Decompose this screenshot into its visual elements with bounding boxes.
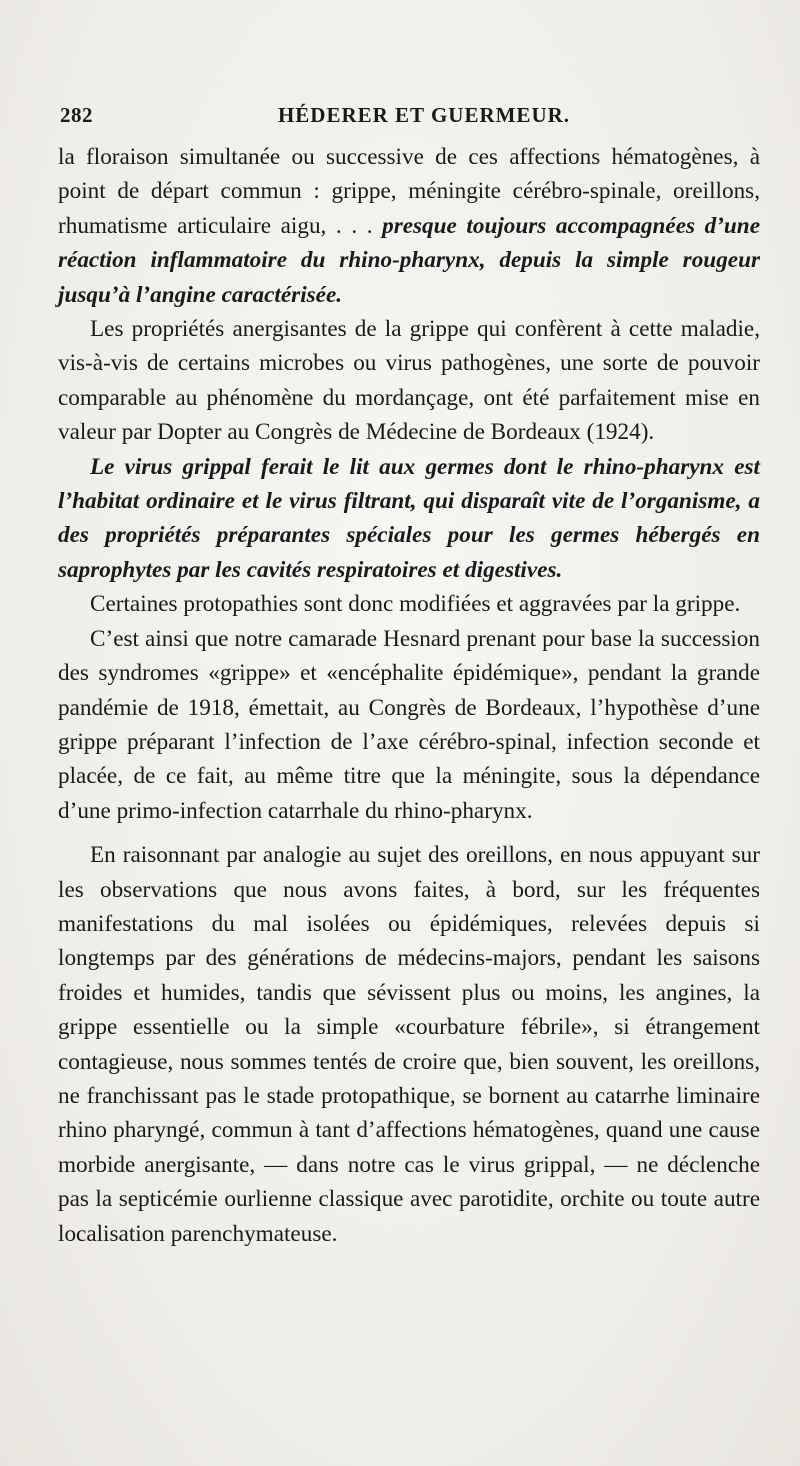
paragraph-4-text: Certaines protopathies sont donc modifiées et aggravées par la grippe.	[90, 591, 741, 618]
paragraph-1-italic-text: presque toujours accompagnées d’une réaction inflammatoire du rhino-pharynx, depuis la simple rougeur jusqu’à l’angine caractérisée.	[58, 212, 760, 308]
paragraph-3-quotation	[58, 450, 760, 588]
paragraph-6-text: En raisonnant par analogie au sujet des oreillons, en nous appuyant sur les observations que nous avons faites, à bord, sur les fréquentes manifestations du mal isolées ou épidémiques, relevées depuis si longtemps par des générations de médecins-majors, pendant les saisons froides et humides, tandis que sévissent plus ou moins, les angines, la grippe essentielle ou la simple «courbature fébrile», si étrangement contagieuse, nous sommes tentés de croire que, bien souvent, les oreillons, ne franchissant pas le stade protopathique, se bornent au catarrhe liminaire rhino pharyngé, commun à tant d’affections hématogènes, quand une cause morbide anergisante, — dans notre cas le virus grippal, — ne déclenche pas la septicémie ourlienne classique avec parotidite, orchite ou toute autre localisation parenchymateuse.	[58, 842, 760, 1247]
page-header	[58, 98, 760, 132]
paragraph-1-text: la floraison simultanée ou successive de ces affections hématogènes, à point de départ commun : grippe, méningite cérébro-spinale, oreillons, rhumatisme articulaire aigu, . . .	[58, 144, 760, 239]
body-text	[58, 140, 760, 1251]
paragraph-2-text: Les propriétés anergisantes de la grippe qui confèrent à cette maladie, vis-à-vis de certains microbes ou virus pathogènes, une sorte de pouvoir comparable au phénomène du mordançage, ont été parfaitement mise en valeur par Dopter au Congrès de Médecine de Bordeaux (1924).	[58, 316, 760, 446]
paragraph-4	[58, 587, 760, 621]
paragraph-gap	[58, 828, 760, 838]
paragraph-5-text: C’est ainsi que notre camarade Hesnard prenant pour base la succession des syndromes «grippe» et «encéphalite épidémique», pendant la grande pandémie de 1918, émettait, au Congrès de Bordeaux, l’hypothèse d’une grippe préparant l’infection de l’axe cérébro-spinal, infection seconde et placée, de ce fait, au même titre que la méningite, sous la dépendance d’une primo-infection catarrhale du rhino-pharynx.	[58, 625, 760, 824]
paragraph-3-italic-text: Le virus grippal ferait le lit aux germes dont le rhino-pharynx est l’habitat ordinaire et le virus filtrant, qui disparaît vite de l’organisme, a des propriétés préparantes spéciales pour les germes hébergés en saprophytes par les cavités respiratoires et digestives.	[58, 453, 760, 583]
paragraph-6	[58, 838, 760, 1251]
paragraph-5	[58, 622, 760, 828]
page-number: 282	[60, 103, 93, 127]
paragraph-1	[58, 140, 760, 312]
paragraph-2	[58, 312, 760, 450]
running-title: HÉDERER ET GUERMEUR.	[277, 103, 571, 127]
